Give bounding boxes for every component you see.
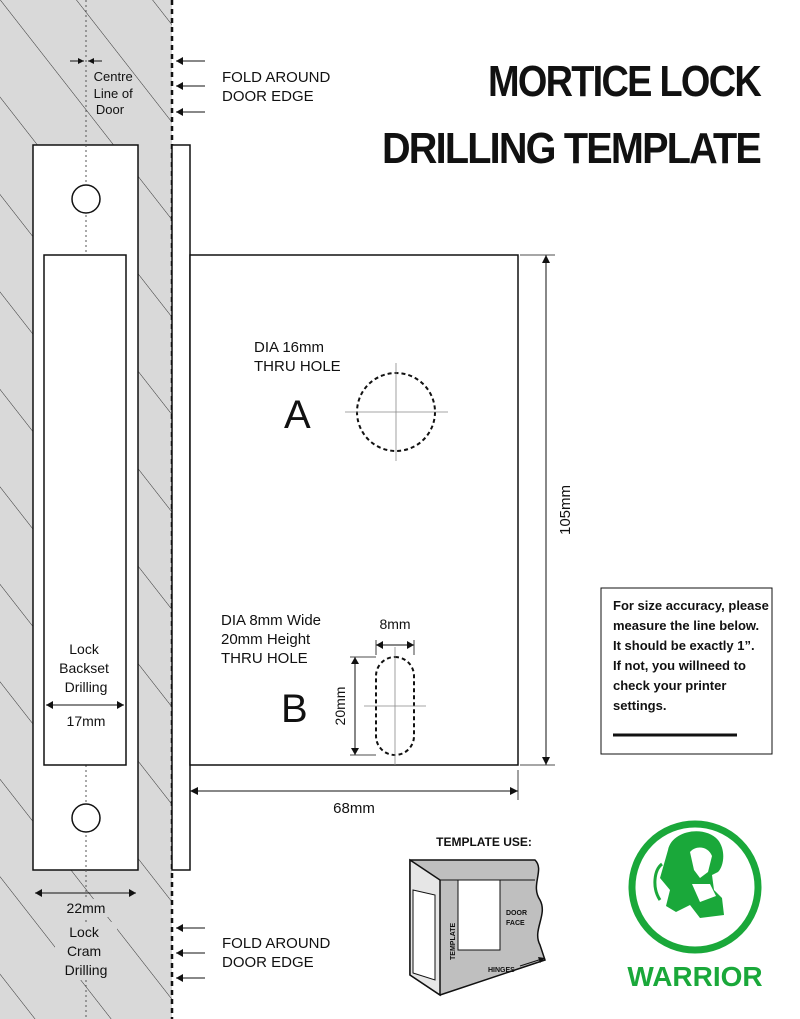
fold-bottom-label-1: FOLD AROUND [222,935,331,952]
backset-width: 17mm [66,713,106,729]
title-line-1: MORTICE LOCK [488,57,762,106]
hinges-label: HINGES [488,967,515,974]
note-line-4: If not, you willneed to [613,658,746,673]
hole-b-width: 8mm [379,616,411,632]
height-dimension [520,255,574,765]
lock-case [190,255,518,765]
template-label: TEMPLATE [450,922,457,960]
backset-label-3: Drilling [64,679,108,695]
screw-hole-top [72,185,100,213]
template-sheet [458,880,500,950]
cram-width: 22mm [66,900,106,916]
fold-top-label-2: DOOR EDGE [222,88,314,105]
warrior-logo [627,824,762,992]
hole-b-spec-3: THRU HOLE [221,650,308,667]
hole-a-spec-2: THRU HOLE [254,358,341,375]
note-line-3: It should be exactly 1”. [613,638,755,653]
fold-markers-bottom [176,924,335,982]
door-face-label-1: DOOR [506,910,527,917]
hole-b-letter: B [281,687,308,731]
lock-forend [172,145,190,870]
template-use-illustration [410,835,545,995]
accuracy-note [601,588,772,754]
template-use-heading: TEMPLATE USE: [436,835,532,849]
title-line-2: DRILLING TEMPLATE [382,124,761,173]
note-line-5: check your printer [613,678,727,693]
cram-label-3: Drilling [64,962,108,978]
svg-text:FOLD AROUND DOOR EDGE [222,935,335,971]
page-title [382,57,762,173]
hole-b-spec-1: DIA 8mm Wide [221,612,322,629]
brand-name: WARRIOR [627,961,763,992]
hole-b-height: 20mm [332,686,348,726]
cram-label-1: Lock [69,924,99,940]
cram-label-2: Cram [66,943,102,959]
fold-markers-top [176,57,335,116]
svg-text:Lock Cram Drilling [65,924,108,978]
hole-a-spec-1: DIA 16mm [254,339,325,356]
note-line-1: For size accuracy, please [613,598,769,613]
fold-top-label-1: FOLD AROUND [222,69,331,86]
face-plate [33,0,138,1019]
lock-body-outline [172,145,518,870]
centre-line-label-3: Door [95,102,125,117]
backset-label-1: Lock [69,641,99,657]
width-dimension [190,770,518,817]
overall-height: 105mm [557,484,574,536]
overall-width: 68mm [333,800,375,817]
centre-line-label-1: Centre [93,69,133,84]
note-line-6: settings. [613,698,667,713]
fold-bottom-label-2: DOOR EDGE [222,954,314,971]
hole-b-spec-2: 20mm Height [221,631,311,648]
centre-line-label-2: Line of [93,86,133,101]
screw-hole-bottom [72,804,100,832]
door-face-label-2: FACE [506,920,525,927]
note-line-2: measure the line below. [613,618,760,633]
backset-label-2: Backset [59,660,109,676]
hole-a-letter: A [284,393,311,437]
svg-text:FOLD AROUND DOOR EDGE [222,69,335,105]
